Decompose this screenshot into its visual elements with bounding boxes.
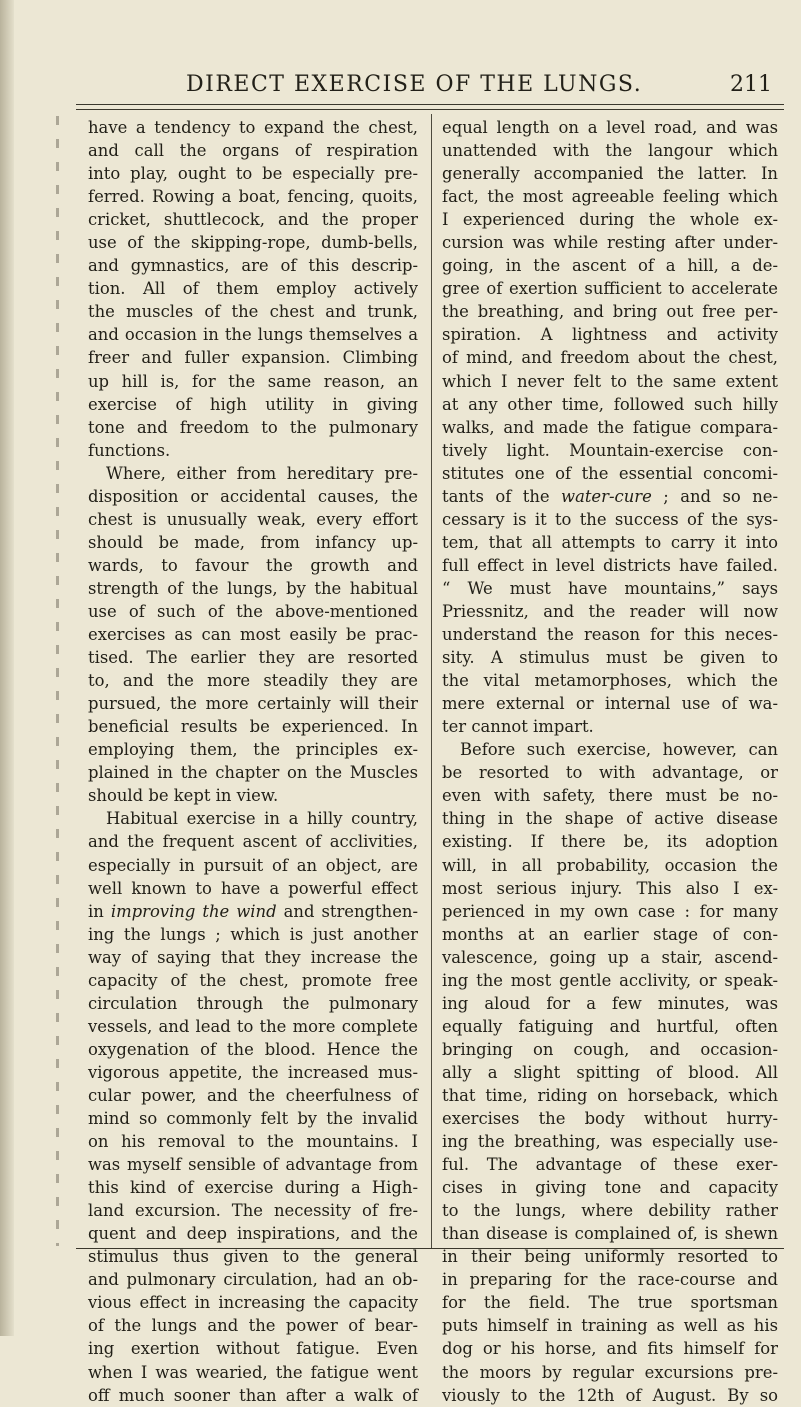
text-line: disposition or accidental causes, the <box>88 486 418 506</box>
text-line: tion. All of them employ actively <box>88 279 418 299</box>
text-line: thing in the shape of active disease <box>442 809 778 829</box>
text-line: cessary is it to the success of the sys- <box>442 509 778 529</box>
text-line: chest is unusually weak, every effort <box>88 509 418 529</box>
text-line: will, in all probability, occasion the <box>442 855 778 875</box>
text-line: and occasion in the lungs themselves a <box>88 325 418 345</box>
text-line: off much sooner than after a walk of <box>88 1385 418 1405</box>
text-line: wards, to favour the growth and <box>88 555 418 575</box>
text-line: gree of exertion sufficient to accelerate <box>442 279 778 299</box>
column-divider <box>431 114 432 1248</box>
text-line: use of the skipping-rope, dumb-bells, <box>88 233 418 253</box>
text-line: tem, that all attempts to carry it into <box>442 532 778 552</box>
text-line: up hill is, for the same reason, an <box>88 371 418 391</box>
text-line: freer and fuller expansion. Climbing <box>88 348 418 368</box>
text-line: equally fatiguing and hurtful, often <box>442 1016 778 1036</box>
header-rule-lower <box>76 109 784 110</box>
text-line: should be made, from infancy up- <box>88 532 418 552</box>
text-line: ing the most gentle acclivity, or speak- <box>442 970 778 990</box>
text-line: well known to have a powerful effect <box>88 878 418 898</box>
text-line: full effect in level districts have failed. <box>442 555 778 575</box>
text-line: and gymnastics, are of this descrip- <box>88 256 418 276</box>
footer-rule <box>76 1248 784 1249</box>
text-line: cursion was while resting after under- <box>442 233 778 253</box>
text-line: mere external or internal use of wa- <box>442 694 778 714</box>
text-line: ing aloud for a few minutes, was <box>442 993 778 1013</box>
text-line: months at an earlier stage of con- <box>442 924 778 944</box>
text-line: Habitual exercise in a hilly country, <box>106 809 418 829</box>
text-line: ally a slight spitting of blood. All <box>442 1062 778 1082</box>
text-line: functions. <box>88 440 171 460</box>
text-line: the vital metamorphoses, which the <box>442 671 778 691</box>
text-line: Where, either from hereditary pre- <box>106 463 418 483</box>
text-line: walks, and made the fatigue compara- <box>442 417 778 437</box>
text-line: equal length on a level road, and was <box>442 118 778 137</box>
text-line: especially in pursuit of an object, are <box>88 855 418 875</box>
text-line: employing them, the principles ex- <box>88 740 418 760</box>
text-line: use of such of the above-mentioned <box>88 601 418 621</box>
text-line: sity. A stimulus must be given to <box>442 648 778 668</box>
text-line: capacity of the chest, promote free <box>88 970 418 990</box>
text-line: be resorted to with advantage, or <box>442 763 778 783</box>
text-line: ing the breathing, was especially use- <box>442 1132 778 1152</box>
text-line: should be kept in view. <box>88 786 279 806</box>
text-line: of the lungs and the power of bear- <box>88 1316 418 1336</box>
text-line: ing exertion without fatigue. Even <box>88 1339 418 1359</box>
text-line: pursued, the more certainly will their <box>88 694 418 714</box>
text-line: valescence, going up a stair, ascend- <box>442 947 778 967</box>
text-line: oxygenation of the blood. Hence the <box>88 1039 418 1059</box>
text-line: mind so commonly felt by the invalid <box>88 1109 418 1129</box>
text-line: perienced in my own case : for many <box>442 901 778 921</box>
text-line: ter cannot impart. <box>442 717 594 737</box>
text-line: exercises as can most easily be prac- <box>88 625 418 645</box>
text-line: that time, riding on horseback, which <box>442 1085 778 1105</box>
text-line: spiration. A lightness and activity <box>442 325 778 345</box>
text-line: dog or his horse, and fits himself for <box>442 1339 778 1359</box>
italic-phrase: water-cure <box>561 486 652 506</box>
text-line: beneficial results be experienced. In <box>88 717 418 737</box>
text-line: going, in the ascent of a hill, a de- <box>442 256 778 276</box>
text-line: ing the lungs ; which is just another <box>88 924 418 944</box>
page-edge-shadow <box>0 0 14 1336</box>
text-line: quent and deep inspirations, and the <box>88 1224 418 1244</box>
text-line: exercise of high utility in giving <box>88 394 418 414</box>
text-line: puts himself in training as well as his <box>442 1316 778 1336</box>
text-line: in preparing for the race-course and <box>442 1270 778 1290</box>
text-line: Priessnitz, and the reader will now <box>442 601 778 621</box>
text-line: in their being uniformly resorted to <box>442 1247 778 1267</box>
text-line: for the field. The true sportsman <box>442 1293 778 1313</box>
text-line: circulation through the pulmonary <box>88 993 418 1013</box>
text-line: this kind of exercise during a High- <box>88 1178 418 1198</box>
text-line: strength of the lungs, by the habitual <box>88 578 418 598</box>
page-header <box>84 72 784 112</box>
running-title: DIRECT EXERCISE OF THE LUNGS. <box>186 72 643 97</box>
text-line: way of saying that they increase the <box>88 947 418 967</box>
text-line: vious effect in increasing the capacity <box>88 1293 418 1313</box>
text-line: ferred. Rowing a boat, fencing, quoits, <box>88 187 418 207</box>
text-line: cricket, shuttlecock, and the proper <box>88 210 418 230</box>
text-line: into play, ought to be especially pre- <box>88 164 418 184</box>
text-line: and call the organs of respiration <box>88 141 418 161</box>
text-line: land excursion. The necessity of fre- <box>88 1201 418 1221</box>
text-line: tised. The earlier they are resorted <box>88 648 418 668</box>
binding-edge-marks <box>56 116 59 1246</box>
page-number: 211 <box>730 72 772 97</box>
header-rule-upper <box>76 104 784 105</box>
right-text-column <box>442 116 778 1407</box>
text-line: Before such exercise, however, can <box>460 740 778 760</box>
text-line: understand the reason for this neces- <box>442 625 778 645</box>
text-line: fact, the most agreeable feeling which <box>442 187 778 207</box>
text-line: viously to the 12th of August. By so <box>442 1385 778 1405</box>
text-line: on his removal to the mountains. I <box>88 1132 418 1152</box>
text-line: vessels, and lead to the more complete <box>88 1016 418 1036</box>
text-line: the moors by regular excursions pre- <box>442 1362 778 1382</box>
text-line: of mind, and freedom about the chest, <box>442 348 778 368</box>
text-line: stimulus thus given to the general <box>88 1247 418 1267</box>
text-line: the muscles of the chest and trunk, <box>88 302 418 322</box>
text-line: I experienced during the whole ex- <box>442 210 778 230</box>
text-line: ful. The advantage of these exer- <box>442 1155 778 1175</box>
text-line: to, and the more steadily they are <box>88 671 418 691</box>
text-line: generally accompanied the latter. In <box>442 164 778 184</box>
text-line: stitutes one of the essential concomi- <box>442 463 778 483</box>
text-line: unattended with the langour which <box>442 141 778 161</box>
text-line: tively light. Mountain-exercise con- <box>442 440 778 460</box>
text-line: when I was wearied, the fatigue went <box>88 1362 418 1382</box>
text-line: tants of the water-cure ; and so ne- <box>442 486 778 506</box>
left-text-column <box>88 116 418 1407</box>
text-line: most serious injury. This also I ex- <box>442 878 778 898</box>
text-line: “ We must have mountains,” says <box>442 578 778 598</box>
text-line: was myself sensible of advantage from <box>88 1155 418 1175</box>
text-line: tone and freedom to the pulmonary <box>88 417 418 437</box>
text-line: which I never felt to the same extent <box>442 371 778 391</box>
text-line: cises in giving tone and capacity <box>442 1178 778 1198</box>
text-line: at any other time, followed such hilly <box>442 394 778 414</box>
text-line: have a tendency to expand the chest, <box>88 118 418 137</box>
text-line: exercises the body without hurry- <box>442 1109 778 1129</box>
text-line: and pulmonary circulation, had an ob- <box>88 1270 418 1290</box>
text-line: and the frequent ascent of acclivities, <box>88 832 418 852</box>
text-line: bringing on cough, and occasion- <box>442 1039 778 1059</box>
text-line: cular power, and the cheerfulness of <box>88 1085 418 1105</box>
text-line: to the lungs, where debility rather <box>442 1201 778 1221</box>
text-line: existing. If there be, its adoption <box>442 832 778 852</box>
text-line: than disease is complained of, is shewn <box>442 1224 778 1244</box>
text-line: vigorous appetite, the increased mus- <box>88 1062 418 1082</box>
italic-phrase: improving the wind <box>110 901 277 921</box>
text-line: in improving the wind and strengthen- <box>88 901 418 921</box>
text-line: the breathing, and bring out free per- <box>442 302 778 322</box>
text-line: even with safety, there must be no- <box>442 786 778 806</box>
text-line: plained in the chapter on the Muscles <box>88 763 418 783</box>
